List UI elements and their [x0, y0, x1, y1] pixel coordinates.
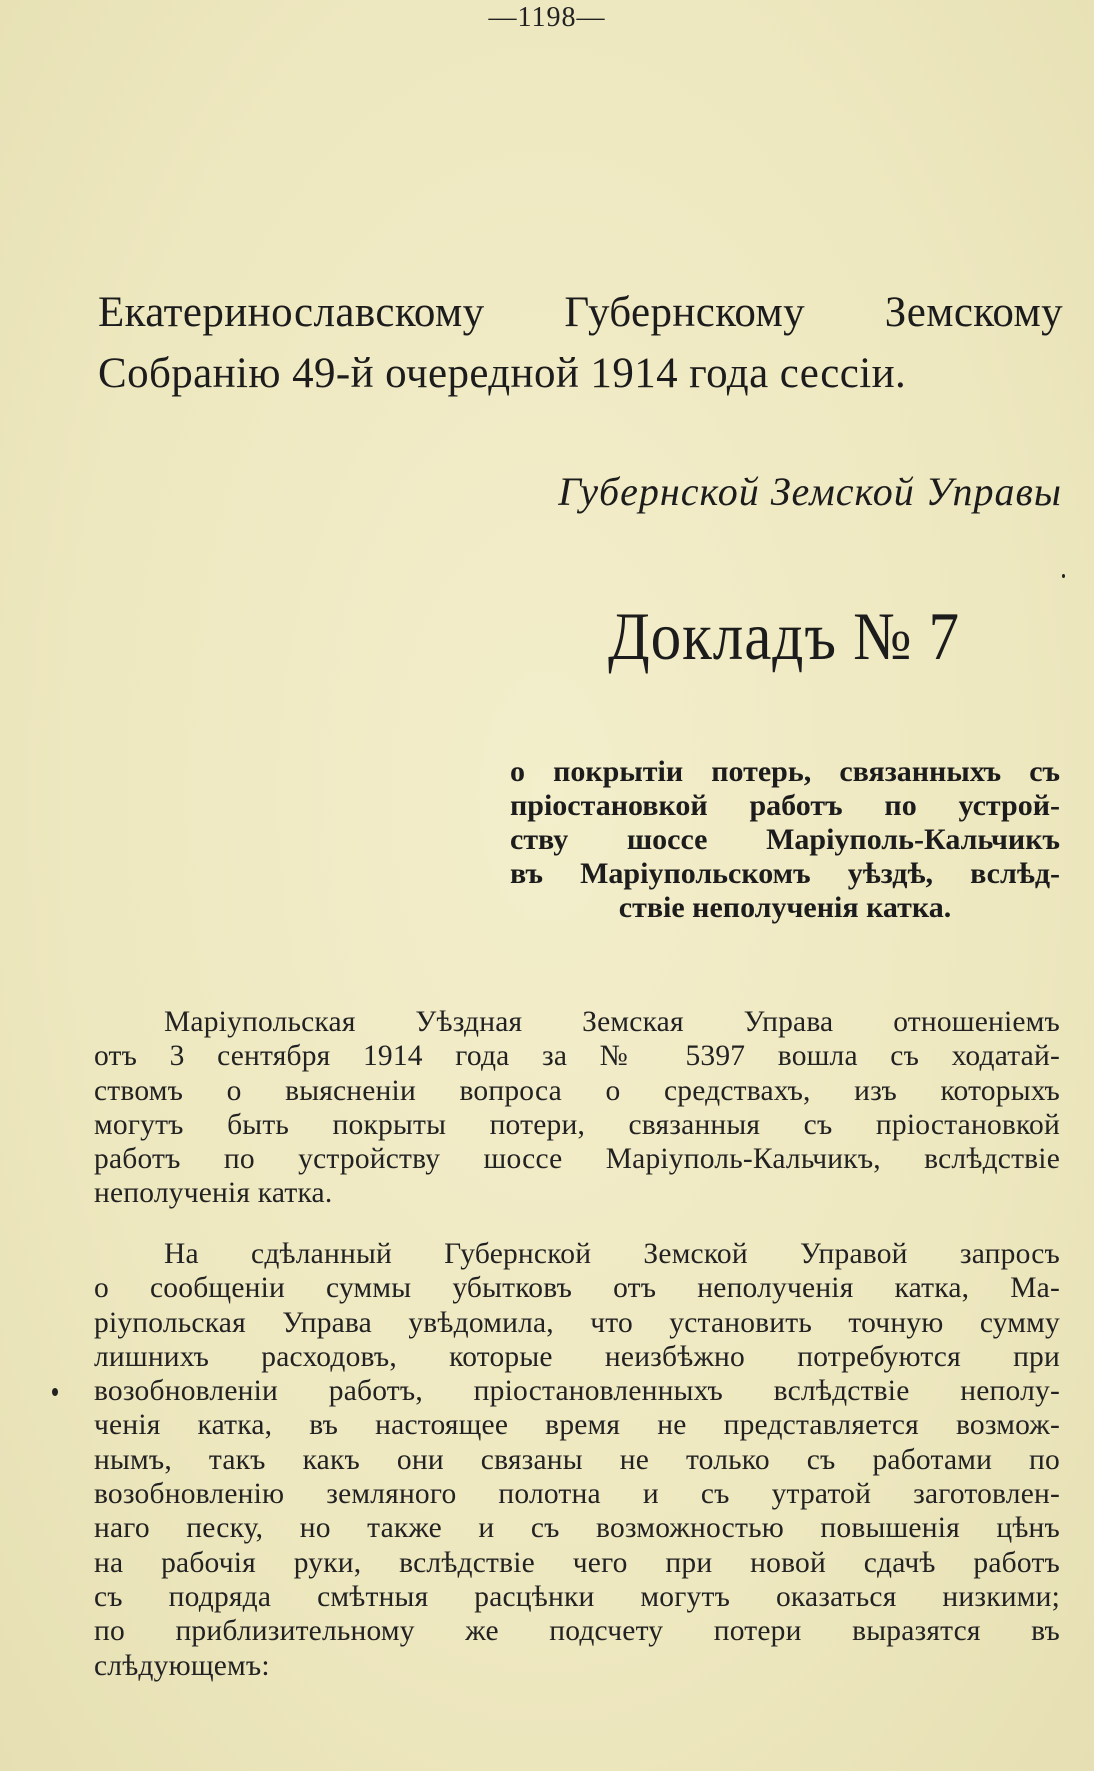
issuing-authority: Губернской Земской Управы	[558, 469, 1062, 514]
bleed-through-decoration	[110, 135, 1070, 190]
body-line: съ подряда смѣтныя расцѣнки могутъ оказаться низкими;	[94, 1580, 1060, 1613]
subject-line: пріостановкой работъ по устрой-	[510, 789, 1060, 822]
body-line: возобновленію земляного полотна и съ утратой заготовлен-	[94, 1478, 1060, 1511]
body-line: нымъ, такъ какъ они связаны не только съ работами по	[94, 1443, 1060, 1476]
body-line: неполученія катка.	[94, 1177, 333, 1210]
body-line: отъ 3 сентября 1914 года за № 5397 вошла съ ходатай-	[94, 1040, 1060, 1073]
subject-line: въ Маріупольскомъ уѣздѣ, вслѣд-	[510, 857, 1060, 890]
body-line: слѣдующемъ:	[94, 1649, 270, 1682]
body-line: лишнихъ расходовъ, которые неизбѣжно потребуются при	[94, 1340, 1060, 1373]
ink-speck-mark	[1062, 574, 1065, 578]
subject-line: ству шоссе Маріуполь-Кальчикъ	[510, 823, 1060, 856]
report-title: Докладъ № 7	[608, 598, 961, 674]
body-line: возобновленіи работъ, пріостановленныхъ вслѣдствіе неполу-	[94, 1375, 1060, 1408]
body-line: могутъ быть покрыты потери, связанныя съ пріостановкой	[94, 1108, 1060, 1141]
subject-line: о покрытіи потерь, связанныхъ съ	[510, 755, 1060, 788]
body-line: ріупольская Управа увѣдомила, что установить точную сумму	[94, 1306, 1060, 1339]
body-line: по приблизительному же подсчету потери выразятся въ	[94, 1615, 1060, 1648]
body-paragraph-1	[94, 1005, 1060, 1211]
body-line: ствомъ о выясненіи вопроса о средствахъ, изъ которыхъ	[94, 1074, 1060, 1107]
body-paragraph-2	[94, 1237, 1060, 1683]
body-line: ченія катка, въ настоящее время не представляется возмож-	[94, 1409, 1060, 1442]
document-heading	[98, 282, 1063, 404]
heading-line: Собранію 49-й очередной 1914 года сессіи.	[98, 350, 907, 397]
body-line: Маріупольская Уѣздная Земская Управа отношеніемъ	[164, 1006, 1060, 1038]
body-line: наго песку, но также и съ возможностью повышенія цѣнъ	[94, 1512, 1060, 1545]
report-subject	[510, 755, 1060, 925]
page-number: —1198—	[488, 2, 606, 33]
body-line: на рабочія руки, вслѣдствіе чего при новой сдачѣ работъ	[94, 1546, 1060, 1579]
ink-speck-mark	[52, 1388, 58, 1396]
body-line: На сдѣланный Губернской Земской Управой запросъ	[164, 1238, 1060, 1270]
body-line: работъ по устройству шоссе Маріуполь-Кальчикъ, вслѣдствіе	[94, 1143, 1060, 1176]
heading-line: Екатеринославскому Губернскому Земскому	[98, 289, 1063, 336]
subject-line: ствіе неполученія катка.	[618, 891, 952, 924]
body-line: о сообщеніи суммы убытковъ отъ неполученія катка, Ма-	[94, 1272, 1060, 1305]
